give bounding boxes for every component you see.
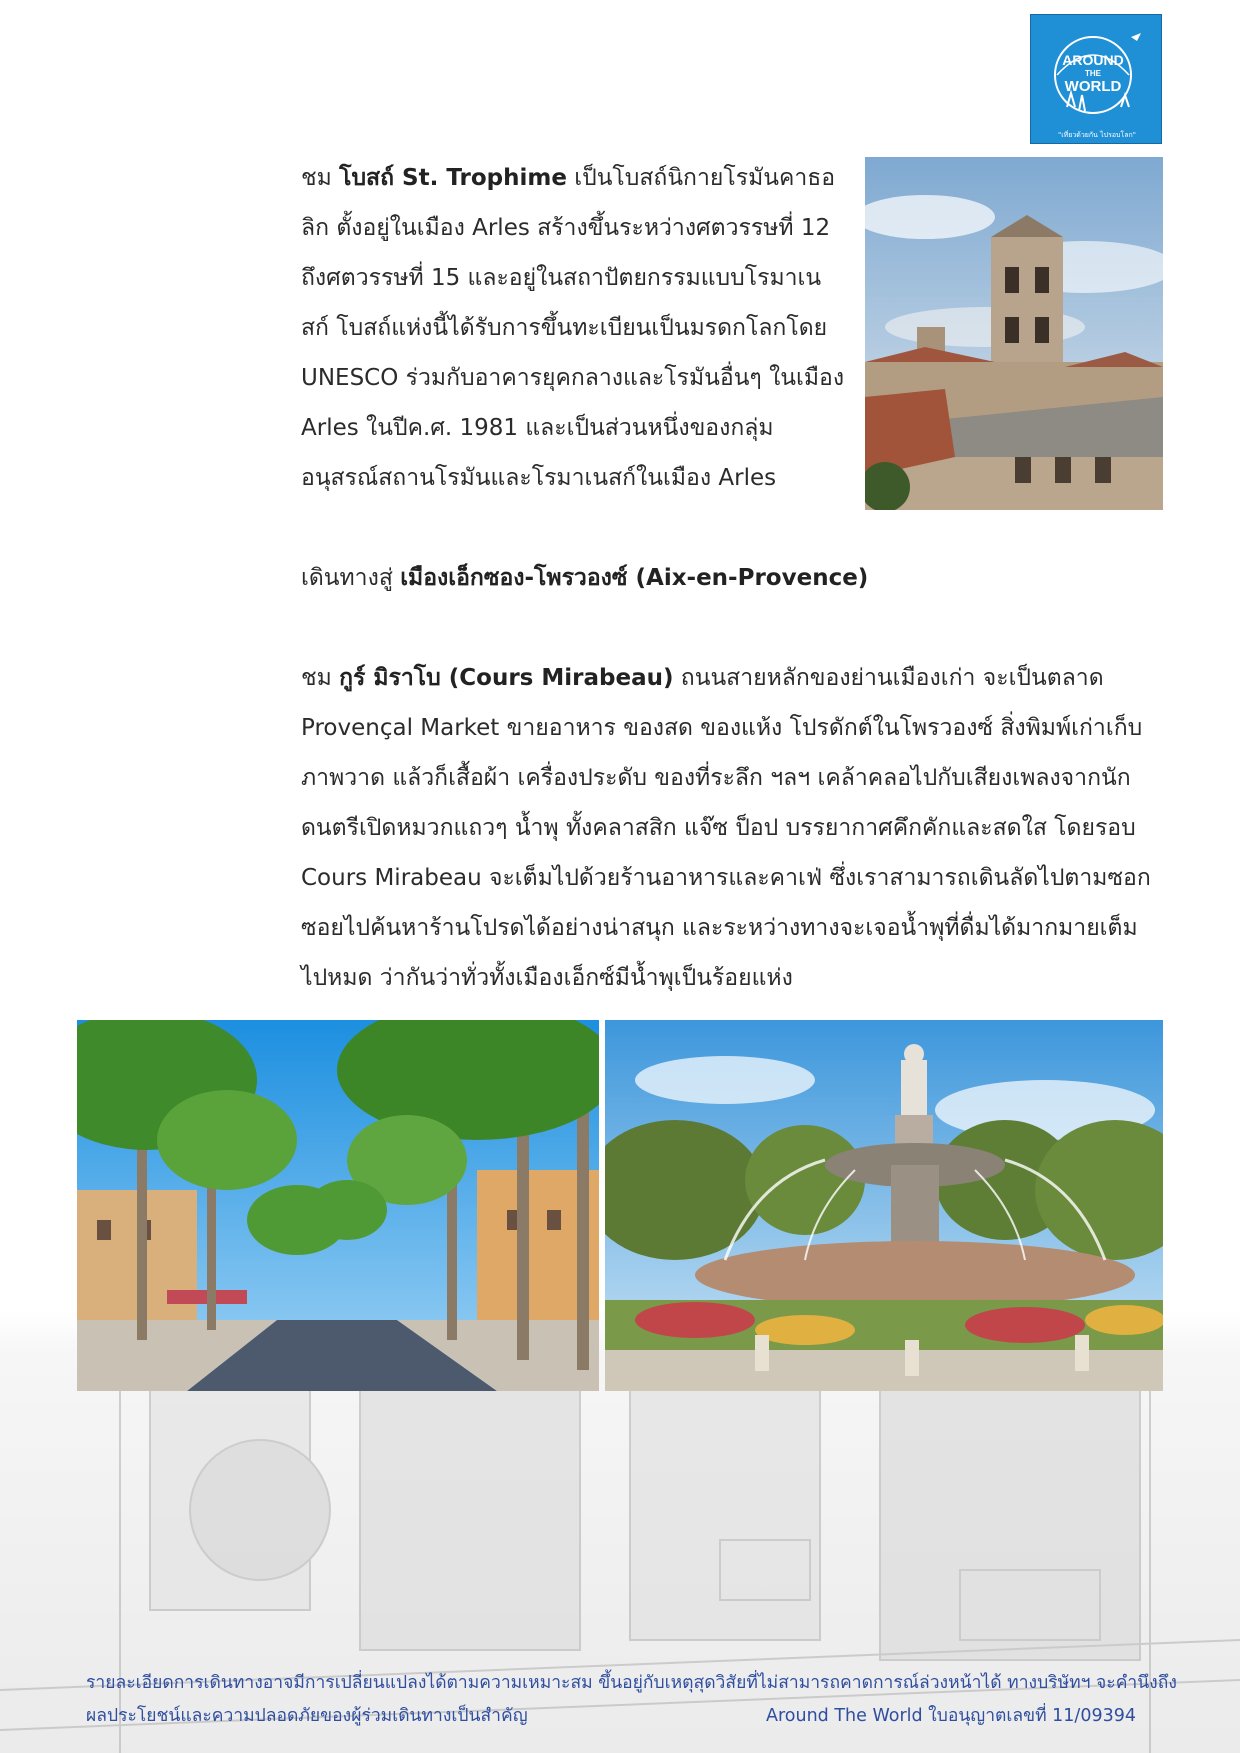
- paragraph-aix-en-provence: [301, 553, 901, 603]
- photo-st-trophime-church: [865, 157, 1163, 510]
- photo-rotonde-fountain: [605, 1020, 1163, 1391]
- footer-disclaimer-line1: รายละเอียดการเดินทางอาจมีการเปลี่ยนแปลงได้ตามความเหมาะสม ขึ้นอยู่กับเหตุสุดวิสัยที่ไม่สามารถคาดการณ์ล่วงหน้าได้ ทางบริษัทฯ จะคำนึงถึง: [86, 1673, 1177, 1693]
- p2-bold-city: เมืองเอ็กซอง-โพรวองซ์: [400, 565, 628, 591]
- p1-lead: ชม: [301, 165, 340, 191]
- footer-safety-note: ผลประโยชน์และความปลอดภัยของผู้ร่วมเดินทางเป็นสำคัญ: [86, 1706, 528, 1726]
- p1-bold-title: โบสถ์ St. Trophime: [339, 165, 567, 191]
- logo-title-line3: WORLD: [1064, 78, 1122, 95]
- around-the-world-logo: [1030, 14, 1162, 144]
- p2-tail: (Aix-en-Provence): [627, 565, 869, 591]
- photo-cours-mirabeau-avenue: [77, 1020, 599, 1391]
- p3-lead: ชม: [301, 665, 340, 691]
- logo-title-line2: THE: [1085, 69, 1101, 78]
- logo-tagline: "เที่ยวด้วยกัน ไปรอบโลก": [1058, 131, 1136, 139]
- paragraph-st-trophime: [301, 153, 849, 503]
- p3-bold-title: กูร์ มิราโบ (Cours Mirabeau): [339, 665, 674, 691]
- paragraph-cours-mirabeau: [301, 653, 1163, 1003]
- p1-body: เป็นโบสถ์นิกายโรมันคาธอลิก ตั้งอยู่ในเมือง Arles สร้างขึ้นระหว่างศตวรรษที่ 12 ถึงศตวรรษที่ 15 และอยู่ในสถาปัตยกรรมแบบโรมาเนสก์ โบสถ์แห่งนี้ได้รับการขึ้นทะเบียนเป็นมรดกโลกโดย UNESCO ร่วมกับอาคารยุคกลางและโรมันอื่นๆ ในเมือง Arles ในปีค.ศ. 1981 และเป็นส่วนหนึ่งของกลุ่มอนุสรณ์สถานโรมันและโรมาเนสก์ในเมือง Arles: [301, 165, 845, 491]
- p2-lead: เดินทางสู่: [301, 565, 401, 591]
- footer-license-number: Around The World ใบอนุญาตเลขที่ 11/09394: [766, 1706, 1136, 1726]
- p3-body: ถนนสายหลักของย่านเมืองเก่า จะเป็นตลาด Provençal Market ขายอาหาร ของสด ของแห้ง โปรดักต์ในโพรวองซ์ สิ่งพิมพ์เก่าเก็บภาพวาด แล้วก็เสื้อผ้า เครื่องประดับ ของที่ระลึก ฯลฯ เคล้าคลอไปกับเสียงเพลงจากนักดนตรีเปิดหมวกแถวๆ น้ำพุ ทั้งคลาสสิก แจ๊ซ ป็อป บรรยากาศคึกคักและสดใส โดยรอบ Cours Mirabeau จะเต็มไปด้วยร้านอาหารและคาเฟ่ ซึ่งเราสามารถเดินลัดไปตามซอกซอยไปค้นหาร้านโปรดได้อย่างน่าสนุก และระหว่างทางจะเจอน้ำพุที่ดื่มได้มากมายเต็มไปหมด ว่ากันว่าทั่วทั้งเมืองเอ็กซ์มีน้ำพุเป็นร้อยแห่ง: [301, 665, 1151, 991]
- logo-title-line1: AROUND: [1062, 52, 1124, 68]
- footer-disclaimer-line2: [86, 1702, 1136, 1730]
